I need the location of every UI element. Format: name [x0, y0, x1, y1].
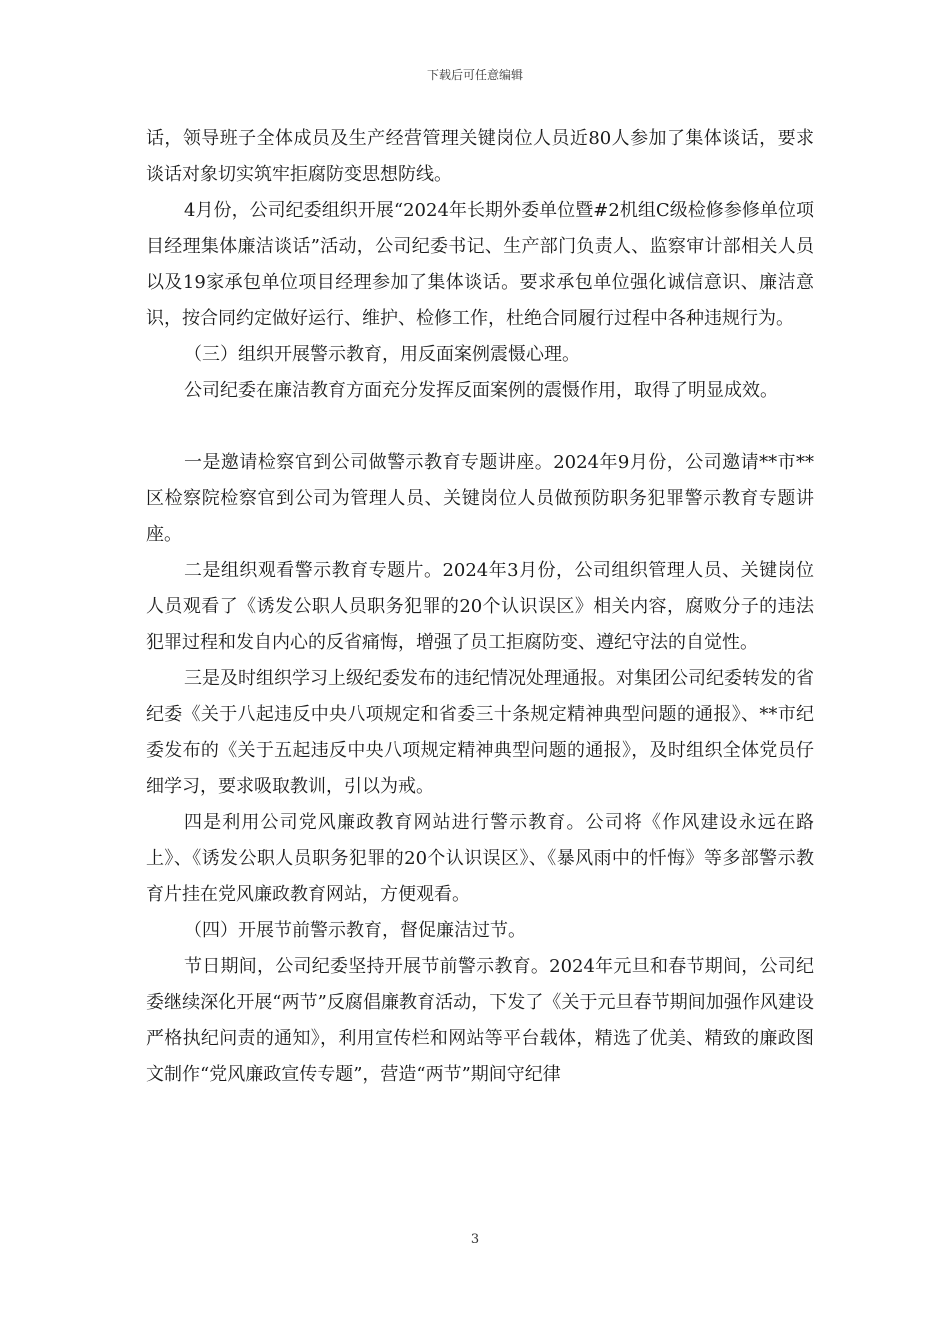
- paragraph-2: 4月份，公司纪委组织开展“2024年长期外委单位暨#2机组C级检修参修单位项目经理集体廉洁谈话”活动，公司纪委书记、生产部门负责人、监察审计部相关人员以及19家承包单位项目经理参加了集体谈话。要求承包单位强化诚信意识、廉洁意识，按合同约定做好运行、维护、检修工作，杜绝合同履行过程中各种违规行为。: [146, 200, 814, 329]
- paragraph-1: 话，领导班子全体成员及生产经营管理关键岗位人员近80人参加了集体谈话，要求谈话对象切实筑牢拒腐防变思想防线。: [146, 128, 814, 185]
- section-heading-3: （三）组织开展警示教育，用反面案例震慑心理。: [184, 344, 580, 365]
- section-heading-4: （四）开展节前警示教育，督促廉洁过节。: [184, 920, 526, 941]
- paragraph-spacer: [146, 409, 814, 445]
- paragraph-8: 四是利用公司党风廉政教育网站进行警示教育。公司将《作风建设永远在路上》、《诱发公职人员职务犯罪的20个认识误区》、《暴风雨中的忏悔》等多部警示教育片挂在党风廉政教育网站，方便观看。: [146, 812, 814, 905]
- paragraph-10: 节日期间，公司纪委坚持开展节前警示教育。2024年元旦和春节期间，公司纪委继续深化开展“两节”反腐倡廉教育活动，下发了《关于元旦春节期间加强作风建设严格执纪问责的通知》，利用宣传栏和网站等平台载体，精选了优美、精致的廉政图文制作“党风廉政宣传专题”，营造“两节”期间守纪律: [146, 956, 814, 1085]
- paragraph-5: 一是邀请检察官到公司做警示教育专题讲座。2024年9月份，公司邀请**市**区检察院检察官到公司为管理人员、关键岗位人员做预防职务犯罪警示教育专题讲座。: [146, 452, 814, 545]
- paragraph-6: 二是组织观看警示教育专题片。2024年3月份，公司组织管理人员、关键岗位人员观看了《诱发公职人员职务犯罪的20个认识误区》相关内容，腐败分子的违法犯罪过程和发自内心的反省痛悔，增强了员工拒腐防变、遵纪守法的自觉性。: [146, 560, 814, 653]
- page-number: 3: [470, 1232, 480, 1247]
- page-header: 下载后可任意编辑: [426, 68, 523, 82]
- paragraph-4: 公司纪委在廉洁教育方面充分发挥反面案例的震慑作用，取得了明显成效。: [184, 380, 778, 401]
- paragraph-7: 三是及时组织学习上级纪委发布的违纪情况处理通报。对集团公司纪委转发的省纪委《关于八起违反中央八项规定和省委三十条规定精神典型问题的通报》、**市纪委发布的《关于五起违反中央八项规定精神典型问题的通报》，及时组织全体党员仔细学习，要求吸取教训，引以为戒。: [146, 668, 814, 797]
- document-body: [146, 121, 814, 1093]
